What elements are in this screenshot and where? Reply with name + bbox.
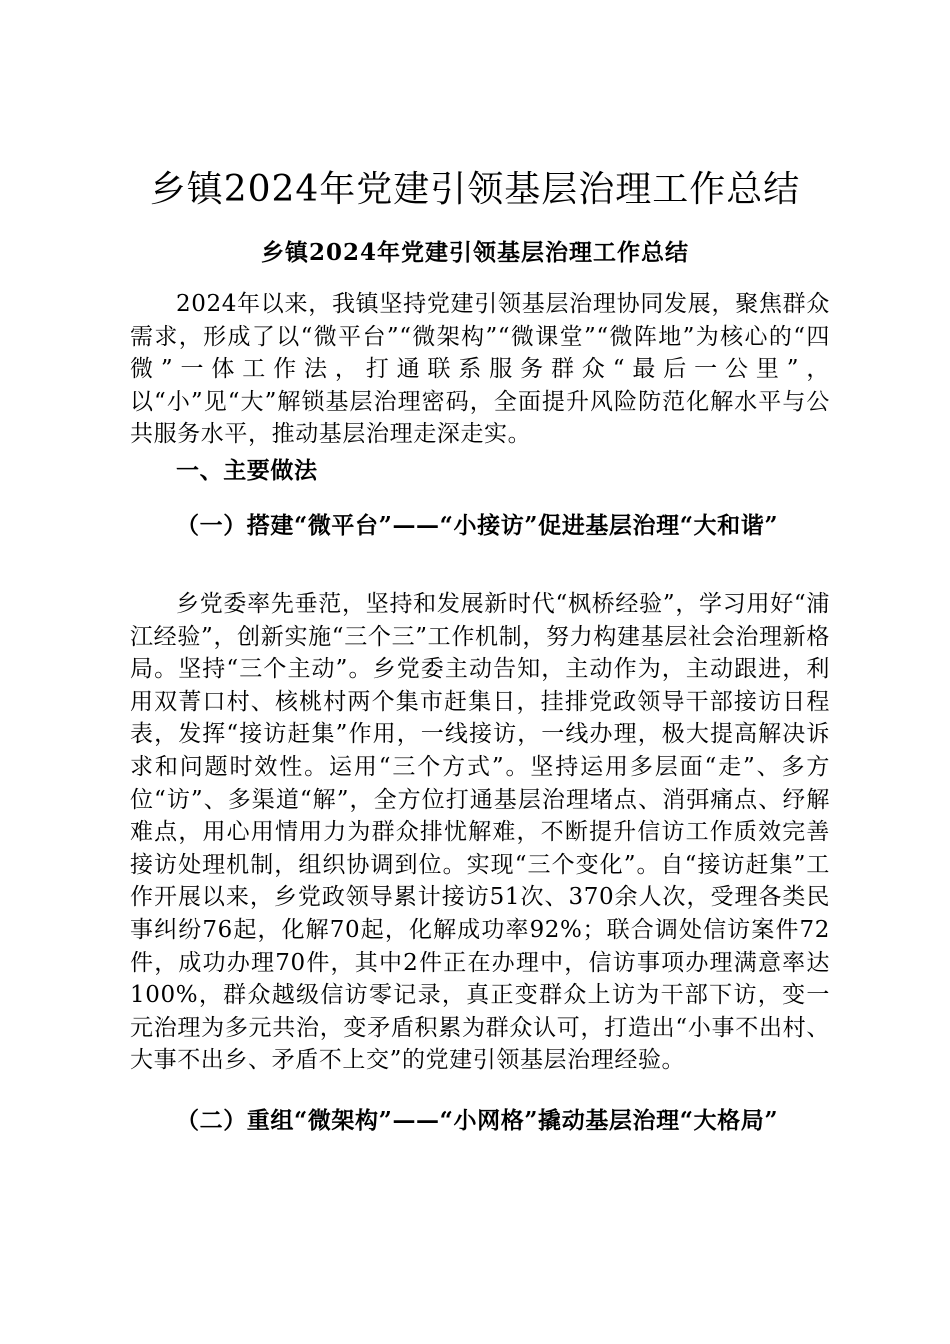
subsection-1-body: 乡党委率先垂范，坚持和发展新时代“枫桥经验”，学习用好“浦江经验”，创新实施“三个三”工作机制，努力构建基层社会治理新格局。坚持“三个主动”。乡党委主动告知，主动作为，主动跟进，利用双菁口村、核桃村两个集市赶集日，挂排党政领导干部接访日程表，发挥“接访赶集”作用，一线接访，一线办理，极大提高解决诉求和问题时效性。运用“三个方式”。坚持运用多层面“走”、多方位“访”、多渠道“解”，全方位打通基层治理堵点、消弭痛点、纾解难点，用心用情用力为群众排忧解难，不断提升信访工作质效完善接访处理机制，组织协调到位。实现“三个变化”。自“接访赶集”工作开展以来，乡党政领导累计接访51次、370余人次，受理各类民事纠纷76起，化解70起，化解成功率92%；联合调处信访案件72件，成功办理70件，其中2件正在办理中，信访事项办理满意率达100%，群众越级信访零记录，真正变群众上访为干部下访，变一元治理为多元共治，变矛盾积累为群众认可，打造出“小事不出村、大事不出乡、矛盾不上交”的党建引领基层治理经验。 (130, 591, 830, 1074)
sub-title: 乡镇2024年党建引领基层治理工作总结 (260, 239, 689, 266)
subsection-1-heading: （一）搭建“微平台”——“小接访”促进基层治理“大和谐” (176, 512, 779, 539)
section-1-heading: 一、主要做法 (176, 457, 318, 484)
main-title: 乡镇2024年党建引领基层治理工作总结 (149, 169, 801, 210)
subsection-2-heading: （二）重组“微架构”——“小网格”撬动基层治理“大格局” (176, 1107, 779, 1134)
intro-paragraph: 2024年以来，我镇坚持党建引领基层治理协同发展，聚焦群众需求，形成了以“微平台”“微架构”“微课堂”“微阵地”为核心的“四微”一体工作法，打通联系服务群众“最后一公里”，以“小”见“大”解锁基层治理密码，全面提升风险防范化解水平与公共服务水平，推动基层治理走深走实。 (130, 291, 830, 448)
